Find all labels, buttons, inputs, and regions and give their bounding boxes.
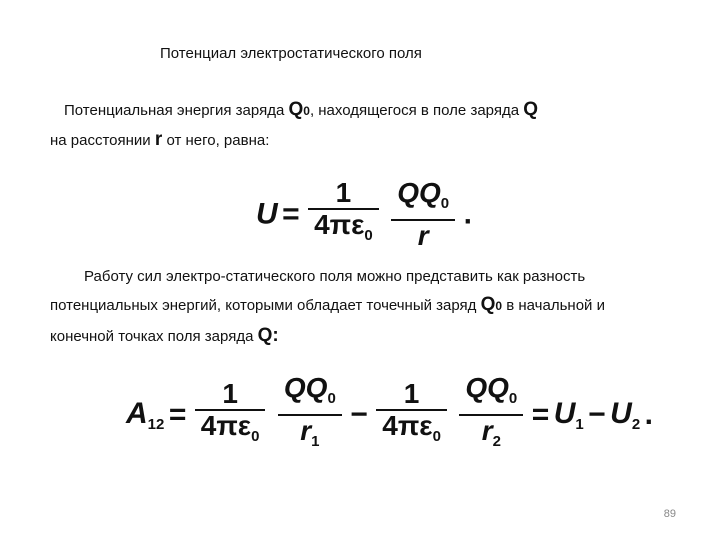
paragraph2-line3 [50,327,279,346]
f2-lhs: $A_{12}$ [126,397,165,433]
f2-num3: 1 [376,379,447,411]
f2-fraction-charges1 [278,373,342,457]
charge-q0: Q0 [288,99,310,120]
p1-text-c: на расстоянии [50,132,151,149]
f1-eq: = [282,197,300,231]
p2-text-c: конечной точках поля заряда [50,328,254,345]
f2-minus2: − [588,398,606,431]
f2-u1: $U_1$ [553,397,584,433]
f2-minus: − [350,398,368,431]
f2-den1: $4\pi\varepsilon_0$ [200,409,260,445]
paragraph1-line1 [64,101,538,120]
f2-fraction-const1 [195,379,266,452]
f2-num2: $QQ_0$ [278,373,342,416]
f2-eq2: = [531,398,550,431]
f2-den2: $r_1$ [300,415,320,450]
f2-fraction-charges2 [459,373,523,457]
f1-fraction-charges [391,178,455,251]
f1-den1: $4\pi\varepsilon_0$ [314,209,373,244]
f2-u2: $U_2$ [610,397,641,433]
f2-fraction-const2 [376,379,447,452]
paragraph1-line2 [50,131,269,150]
formula-potential-energy [256,178,472,251]
f1-end: . [463,197,472,231]
p2-charge-q0: Q0 [480,294,503,315]
formula-work [126,373,653,457]
p1-text-d: от него, равна: [166,132,270,149]
f1-fraction-const [308,178,379,251]
page-title: Потенциал электростатического поля [160,45,422,62]
distance-r: r [154,129,163,150]
paragraph2-line2 [50,296,605,315]
f2-den3: $4\pi\varepsilon_0$ [382,409,441,445]
p2-text-a: потенциальных энергий, которыми обладает точечный заряд [50,297,477,314]
paragraph2-line1: Работу сил электро-статического поля можно представить как разность [84,268,586,285]
p2-text-b: в начальной и [506,297,605,314]
p1-text-a: Потенциальная энергия заряда [64,102,285,119]
f1-num2: $QQ_0$ [391,178,455,221]
f1-den2: r [417,220,429,251]
f1-num1: 1 [308,178,379,210]
f1-lhs: U [256,197,278,231]
f2-end: . [644,398,653,431]
f2-num1: 1 [195,379,266,411]
p1-text-b: , находящегося в поле заряда [309,102,520,119]
charge-q: Q [523,99,539,120]
f2-eq: = [168,398,187,431]
f2-num4: $QQ_0$ [459,373,523,416]
p2-charge-q: Q: [257,325,279,346]
f2-den4: $r_2$ [481,415,501,450]
page-number: 89 [663,508,676,520]
